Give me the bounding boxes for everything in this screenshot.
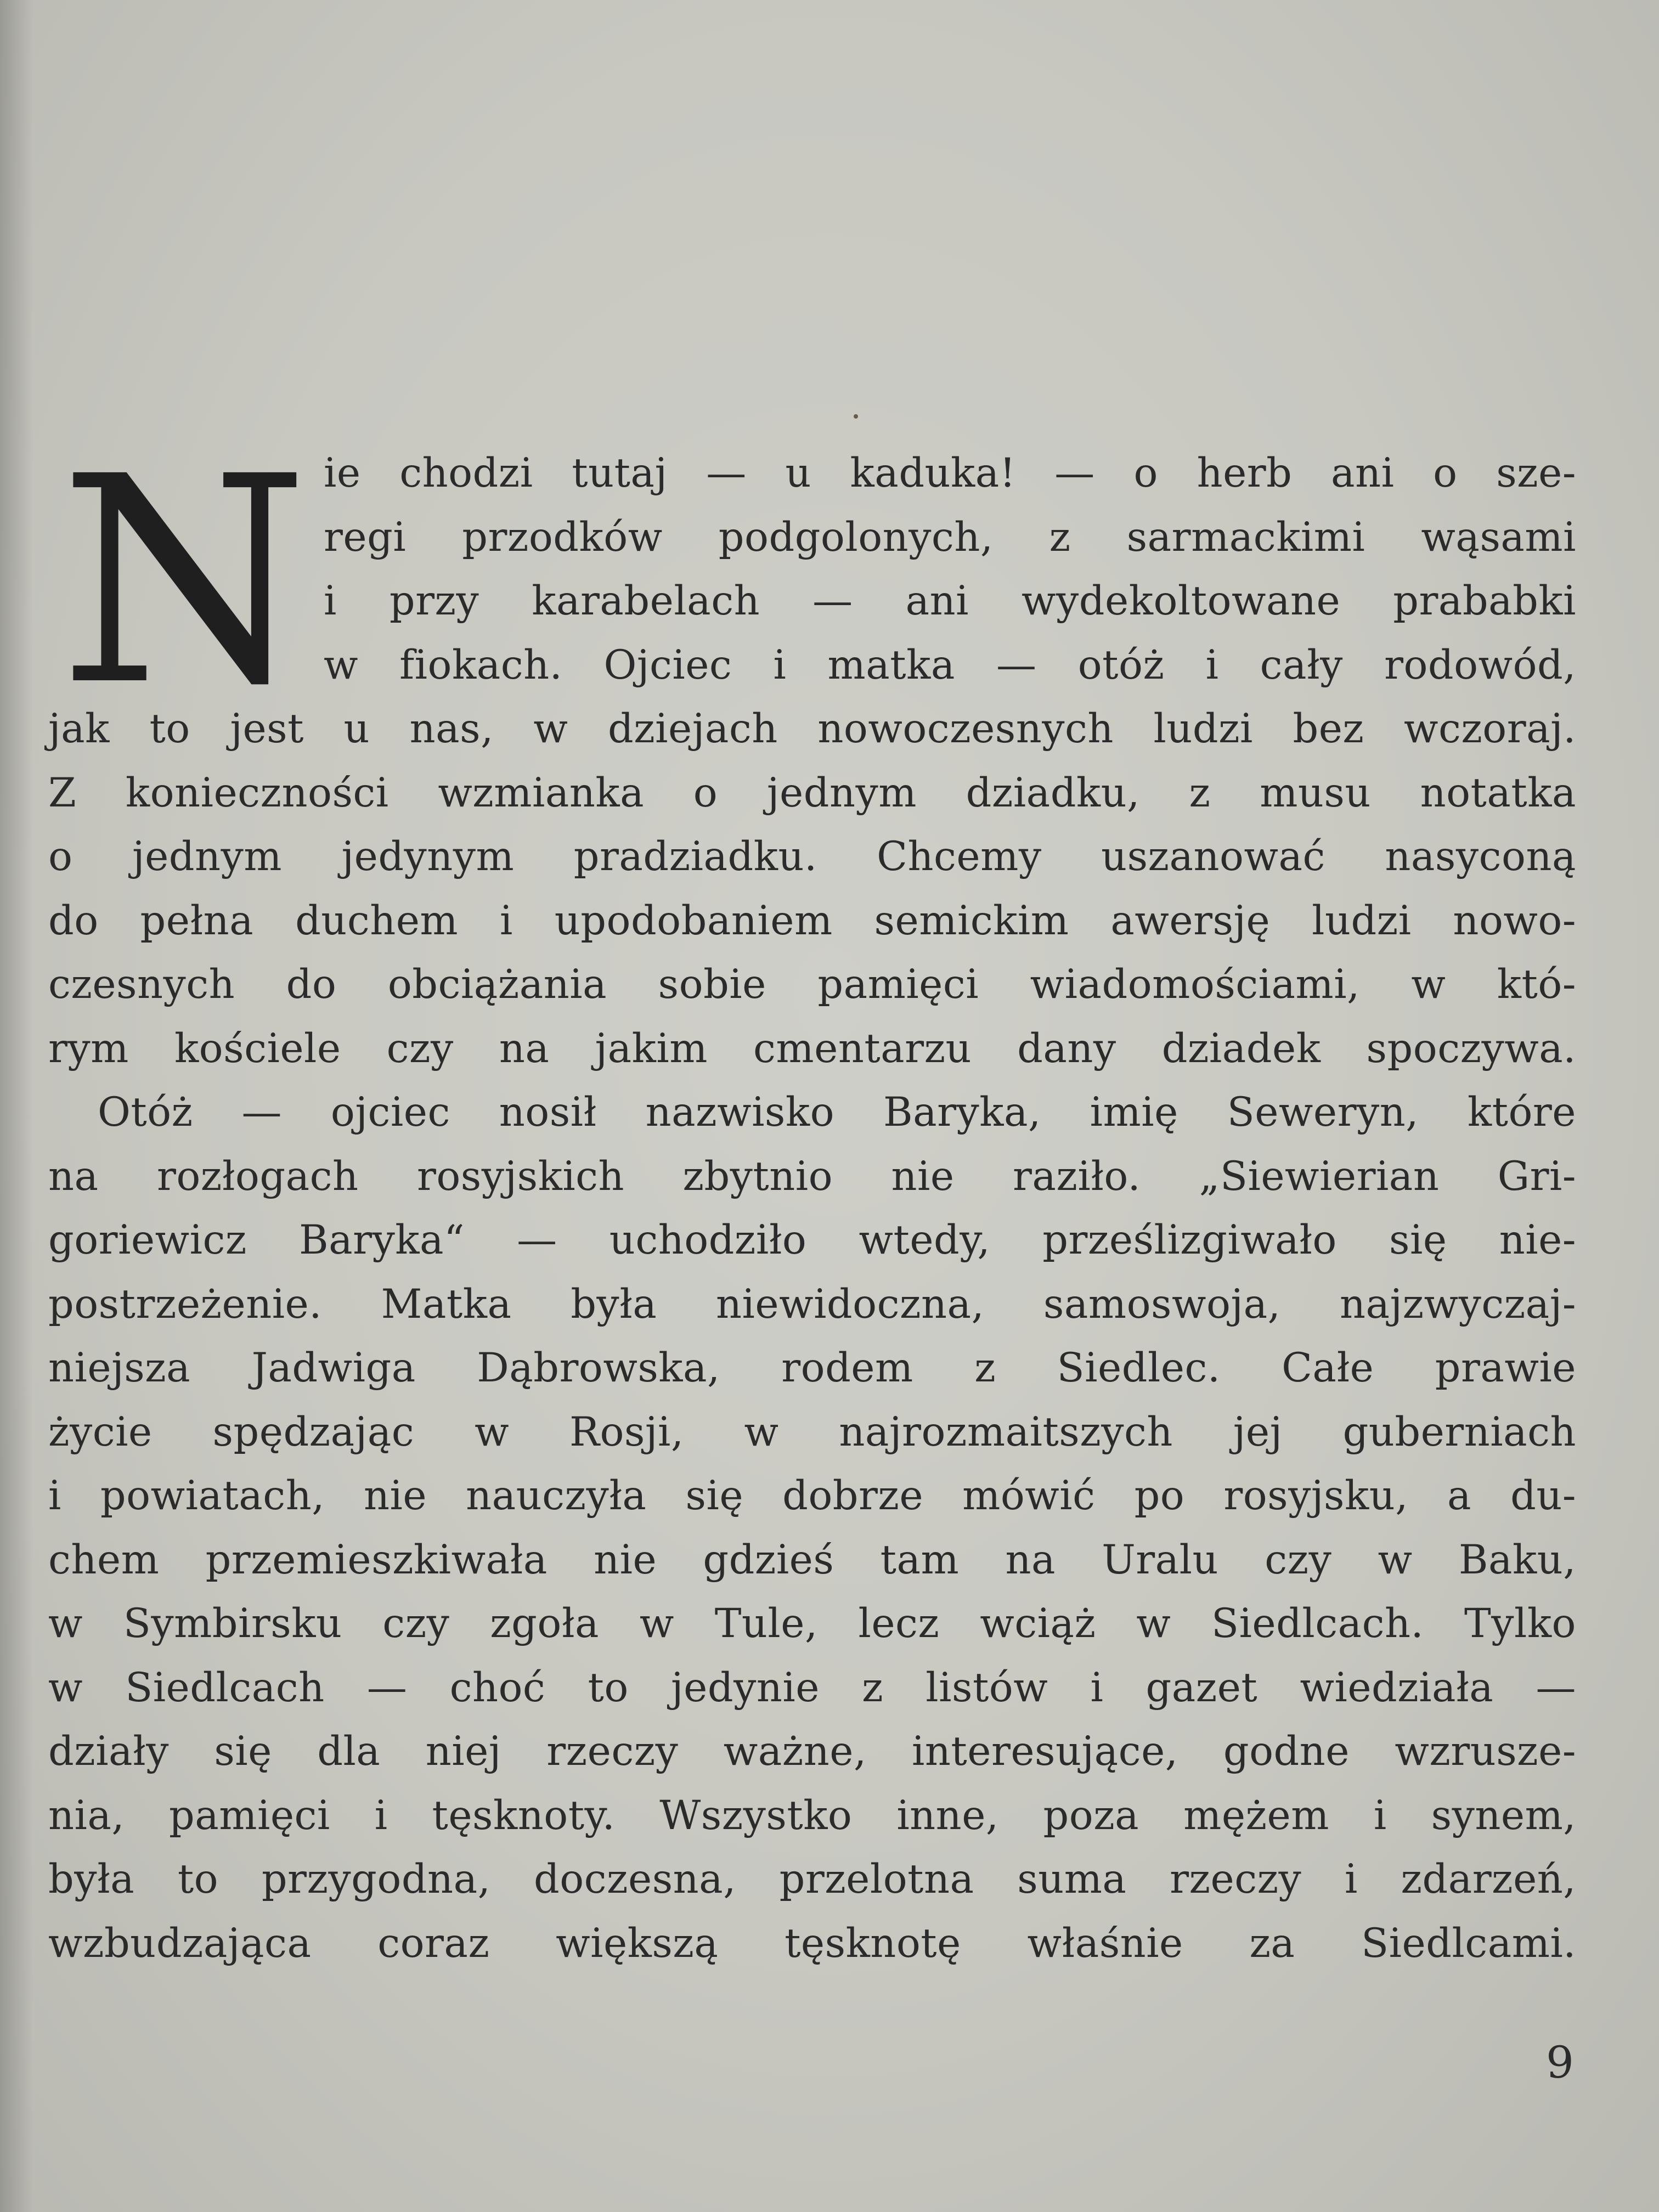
- paper-speck: [854, 414, 858, 419]
- text-line: o jednym jedynym pradziadku. Chcemy uszanować nasyconą: [48, 833, 1576, 880]
- text-line: czesnych do obciążania sobie pamięci wiadomościami, w któ-: [48, 961, 1576, 1008]
- text-line: działy się dla niej rzeczy ważne, interesujące, godne wzrusze-: [48, 1728, 1576, 1775]
- text-line: nia, pamięci i tęsknoty. Wszystko inne, poza mężem i synem,: [48, 1792, 1576, 1839]
- body-text: [48, 415, 1576, 1976]
- text-line: ie chodzi tutaj — u kaduka! — o herb ani o sze-: [324, 450, 1576, 496]
- page-number: 9: [1546, 2037, 1574, 2088]
- text-line: chem przemieszkiwała nie gdzieś tam na Uralu czy w Baku,: [48, 1536, 1576, 1583]
- text-line: życie spędzając w Rosji, w najrozmaitszych jej guberniach: [48, 1408, 1576, 1455]
- text-line: Otóż — ojciec nosił nazwisko Baryka, imię Seweryn, które: [98, 1089, 1576, 1136]
- text-line: w Siedlcach — choć to jedynie z listów i gazet wiedziała —: [48, 1664, 1576, 1711]
- text-line: do pełna duchem i upodobaniem semickim awersję ludzi nowo-: [48, 897, 1576, 944]
- spine-shadow: [0, 0, 33, 2212]
- drop-cap: N: [59, 415, 309, 748]
- text-line: była to przygodna, doczesna, przelotna suma rzeczy i zdarzeń,: [48, 1856, 1576, 1903]
- text-line: niejsza Jadwiga Dąbrowska, rodem z Siedlec. Całe prawie: [48, 1345, 1576, 1391]
- text-line: rym kościele czy na jakim cmentarzu dany dziadek spoczywa.: [48, 1025, 1576, 1072]
- text-line: i przy karabelach — ani wydekoltowane prababki: [324, 578, 1576, 624]
- text-line: w fiokach. Ojciec i matka — otóż i cały rodowód,: [324, 641, 1576, 689]
- text-line: i powiatach, nie nauczyła się dobrze mówić po rosyjsku, a du-: [48, 1472, 1576, 1519]
- text-line: regi przodków podgolonych, z sarmackimi wąsami: [324, 514, 1576, 561]
- text-line: w Symbirsku czy zgoła w Tule, lecz wciąż w Siedlcach. Tylko: [48, 1600, 1576, 1647]
- text-line: jak to jest u nas, w dziejach nowoczesnych ludzi bez wczoraj.: [48, 706, 1576, 752]
- text-line: goriewicz Baryka“ — uchodziło wtedy, prześlizgiwało się nie-: [48, 1217, 1576, 1263]
- text-line: postrzeżenie. Matka była niewidoczna, samoswoja, najzwyczaj-: [48, 1280, 1576, 1328]
- text-line: wzbudzająca coraz większą tęsknotę właśnie za Siedlcami.: [48, 1920, 1576, 1967]
- text-line: na rozłogach rosyjskich zbytnio nie raziło. „Siewierian Gri-: [48, 1153, 1576, 1200]
- text-line: Z konieczności wzmianka o jednym dziadku, z musu notatka: [48, 769, 1576, 816]
